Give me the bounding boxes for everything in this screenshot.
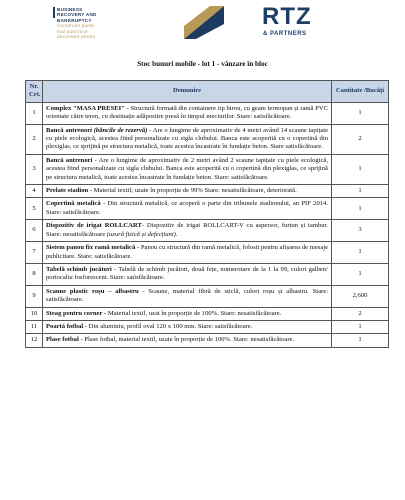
table-row — [26, 285, 389, 307]
row-number: 1 — [26, 102, 43, 124]
brl-logo-bar — [53, 7, 55, 18]
brl-logo — [57, 7, 197, 39]
row-description — [43, 285, 332, 307]
inventory-table — [25, 80, 389, 348]
item-description: - Din aluminiu, profil oval 120 x 100 mm. Stare: satisfăcătoare. — [83, 322, 253, 330]
table-row — [26, 198, 389, 220]
row-description — [43, 198, 332, 220]
row-number: 7 — [26, 242, 43, 264]
item-name: Sistem panou fix ramă metalică — [46, 244, 136, 252]
row-description — [43, 307, 332, 320]
item-description: - Material textil; uzate în proporție de 99% Stare: nesatisfăcătoare, deteriorată. — [88, 187, 297, 195]
item-name: Prelate stadion — [46, 187, 89, 195]
brl-logo-line: RECOVERY AND — [57, 12, 97, 18]
item-description: - Tabelă de schimb jucători, două fețe, numerotare de la 1 la 99, culori galben/ portocaliu fosforescent. Stare: satisfăcătoare. — [46, 265, 328, 282]
item-name: Scaune plastic roșu – albastru — [46, 287, 139, 295]
table-row — [26, 124, 389, 154]
row-number: 3 — [26, 154, 43, 184]
item-description: - Dispozitiv de irigat ROLLCART-V cu aspersor, furtun și tambur. Stare: nesatisfăcătoare — [46, 222, 328, 238]
item-description: - Are o lungime de aproximativ de 2 metri având 2 scaune tapițate cu piele ecologică, acestea fiind personalizate cu sigla clubului. Banca este acoperită cu o copertină din plexiglas, ce sprijină pe structura metalică, toate acestea încastrate în fundație beton. Stare: satisfăcătoare. — [46, 156, 328, 181]
brl-logo-line: BANKRUPTCY — [57, 17, 92, 23]
row-description — [43, 124, 332, 154]
item-description: - Plase fotbal, material textil, uzate în proporție de 100%. Stare: nesatisfăcătoare. — [78, 336, 295, 344]
header-cantitate: Cantitate /Bucăți — [332, 81, 389, 103]
item-description: - Material textil, uzat în proporție de 100%. Stare: nesatisfăcătoare. — [102, 309, 282, 317]
item-description-note: (uzură fizică și defecțiuni) — [106, 230, 176, 238]
table-row — [26, 220, 389, 242]
row-quantity: 1 — [332, 154, 389, 184]
rtz-partners-logo — [262, 4, 342, 42]
row-number: 5 — [26, 198, 43, 220]
row-quantity: 1 — [332, 198, 389, 220]
header-nr: Nr. Crt. — [26, 81, 43, 103]
page-header — [0, 0, 405, 52]
row-description — [43, 154, 332, 184]
table-row — [26, 102, 389, 124]
row-number: 9 — [26, 285, 43, 307]
item-description: - Are o lungime de aproximativ de 4 metri având 14 scaune tapițate cu piele ecologică, acestea fiind personalizate cu sigla clubului. Banca este acoperită cu o copertină din plexiglas, ce sprijină pe structura metalică, toate acestea încastrate în fundație beton. Stare satisfăcătoare. — [46, 126, 328, 151]
item-name: Copertină metalică — [46, 200, 101, 208]
row-number: 2 — [26, 124, 43, 154]
item-name: Dispozitiv de irigat ROLLCART — [46, 222, 142, 230]
item-description: - Din structură metalică, ce acoperă o parte din tribunele stadionului, an PIF 2014. Stare: satisfăcătoare. — [46, 200, 328, 216]
row-description — [43, 263, 332, 285]
row-description — [43, 320, 332, 333]
item-description: - Structură formată din containere tip birou, cu geam termopan și ramă PVC orientate către teren, cu destinație adăpostire presă în timpul meciurilor. Stare: satisfăcătoare. — [46, 104, 328, 121]
brl-tagline-line: mai puternice — [57, 28, 88, 34]
item-name: Plase fotbal — [46, 336, 79, 344]
brl-tagline-line: Construim punte — [57, 23, 95, 29]
item-name: Poartă fotbal — [46, 322, 84, 330]
table-header-row — [26, 81, 389, 103]
table-row — [26, 263, 389, 285]
row-number: 4 — [26, 185, 43, 198]
row-quantity: 1 — [332, 320, 389, 333]
row-number: 8 — [26, 263, 43, 285]
item-name: Bancă antrenori — [46, 126, 92, 134]
item-name: Bancă antrenori — [46, 156, 93, 164]
rtz-logo-subtext: & PARTNERS — [263, 31, 307, 37]
row-number: 10 — [26, 307, 43, 320]
table-row — [26, 185, 389, 198]
table-row — [26, 154, 389, 184]
row-quantity: 1 — [332, 334, 389, 347]
table-row — [26, 242, 389, 264]
item-name: Steag pentru corner — [46, 309, 103, 317]
row-description — [43, 220, 332, 242]
item-name-note: (băncile de rezervă) — [91, 126, 148, 134]
row-quantity: 2 — [332, 124, 389, 154]
brl-logo-line: BUSINESS — [57, 7, 83, 12]
row-quantity: 2,600 — [332, 285, 389, 307]
table-row — [26, 334, 389, 347]
document-title: Stoc bunuri mobile - lot 1 - vânzare în bloc — [137, 60, 268, 68]
row-description — [43, 185, 332, 198]
item-name: Complex "MASA PRESEI" — [46, 104, 125, 112]
row-description — [43, 102, 332, 124]
row-quantity: 1 — [332, 102, 389, 124]
table-row — [26, 307, 389, 320]
item-description: - Panou cu structură din ramă metalică, folosit pentru afișarea de mesaje publicitare. Stare: satisfăcătoare. — [46, 244, 329, 260]
center-logo-mark — [182, 4, 226, 41]
row-quantity: 2 — [332, 307, 389, 320]
row-quantity: 3 — [332, 220, 389, 242]
row-quantity: 1 — [332, 185, 389, 198]
table-row — [26, 320, 389, 333]
header-denumire: Denumire — [43, 81, 332, 103]
row-number: 12 — [26, 334, 43, 347]
brl-tagline-line: decontare pentru — [57, 34, 96, 40]
row-number: 6 — [26, 220, 43, 242]
row-number: 11 — [26, 320, 43, 333]
item-description: - Scaune, material fibră de sticlă, culori roșu și albastru. Stare: satisfăcătoare. — [46, 287, 328, 304]
row-description — [43, 242, 332, 264]
row-description — [43, 334, 332, 347]
item-description-end: . — [175, 230, 178, 238]
rtz-logo-text: RTZ — [262, 3, 312, 30]
row-quantity: 1 — [332, 242, 389, 264]
item-name: Tabelă schimb jucători — [46, 265, 112, 273]
row-quantity: 1 — [332, 263, 389, 285]
